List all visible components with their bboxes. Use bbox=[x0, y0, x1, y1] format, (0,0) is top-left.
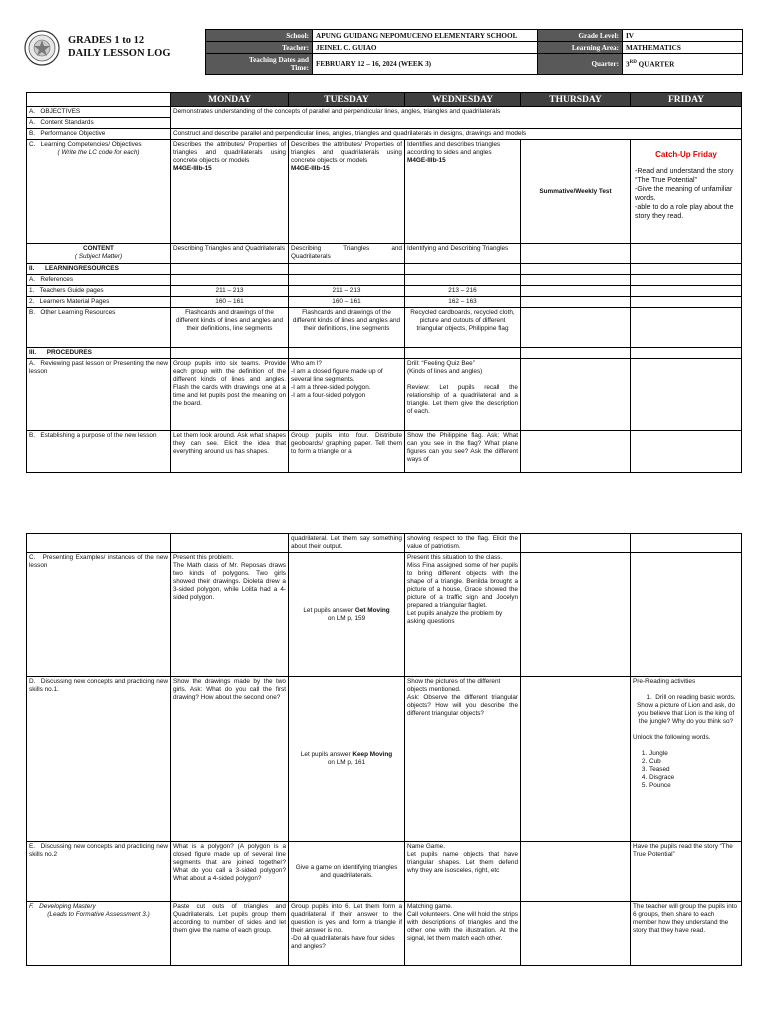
grade-level-value: IV bbox=[623, 30, 743, 42]
vocab-word: 5. Pounce bbox=[649, 782, 739, 790]
procedure-f-wednesday: Matching game. Call volunteers. One will hold the strips with descriptions of triangles and the other one with the illustration. At the signal, let them match each other. bbox=[405, 902, 521, 966]
content-wednesday: Identifying and Describing Triangles bbox=[405, 244, 521, 264]
procedure-c-wednesday: Present this situation to the class. Miss Fina assigned some of her pupils to bring different objects with the shape of a triangle. Benilda brought a picture of a house, Grace showed the picture of a traffic sign and Jocelyn prepared a triangular flaglet. Let pupils analyze the problem by asking questions bbox=[405, 553, 521, 677]
procedure-d-tuesday: Let pupils answer Keep Moving on LM p, 161 bbox=[289, 677, 405, 842]
content-standards-value: Demonstrates understanding of the concepts of parallel and perpendicular lines, angles, triangles and quadrilaterals bbox=[171, 107, 742, 129]
procedure-b-wednesday-continued: showing respect to the flag. Elicit the value of patriotism. bbox=[405, 534, 521, 553]
vocab-word: 1. Jungle bbox=[649, 750, 739, 758]
procedure-a-label: A. Reviewing past lesson or Presenting the new lesson bbox=[27, 359, 171, 431]
performance-objective-value: Construct and describe parallel and perpendicular lines, angles, triangles and quadrilaterals in designs, drawings and models bbox=[171, 129, 742, 140]
performance-objective-label: B. Performance Objective bbox=[27, 129, 171, 140]
procedure-e-friday: Have the pupils read the story “The True Potential” bbox=[631, 842, 742, 902]
lm-wednesday: 162 – 163 bbox=[405, 297, 521, 308]
content-monday: Describing Triangles and Quadrilaterals bbox=[171, 244, 289, 264]
procedure-b-wednesday: Show the Philippine flag. Ask: What can you see in the flag? What plane figures can you see? Ask the different ways of bbox=[405, 431, 521, 473]
day-header-wednesday: WEDNESDAY bbox=[405, 93, 521, 107]
content-standards-label: A. Content Standards bbox=[27, 118, 171, 129]
day-header-friday: FRIDAY bbox=[631, 93, 742, 107]
procedure-d-friday: Pre-Reading activities 1. Drill on reading basic words. Show a picture of Lion and ask, do you believe that Lion is the king of the jungle? Why do you think so? Unlock the following words. 1. Jungle 2. Cub 3. Teased 4. Disgrace 5. Pounce bbox=[631, 677, 742, 842]
procedure-f-monday: Paste cut outs of triangles and Quadrilaterals. Let pupils group them according to number of sides and let them give the name of each group. bbox=[171, 902, 289, 966]
vocabulary-list bbox=[649, 750, 739, 790]
quarter-label: Quarter: bbox=[538, 54, 623, 75]
lesson-log-table-page-2 bbox=[26, 533, 742, 966]
grade-level-label: Grade Level: bbox=[538, 30, 623, 42]
procedure-f-tuesday: Group pupils into 6. Let them form a quadrilateral if their answer to the question is yes and form a triangle if their answer is no. -Do all quadrilaterals have four sides and angles? bbox=[289, 902, 405, 966]
content-label: CONTENT ( Subject Matter) bbox=[27, 244, 171, 264]
olr-tuesday: Flashcards and drawings of the different kinds of lines and angles and their definitions, line segments bbox=[289, 308, 405, 348]
deped-seal-icon bbox=[24, 30, 60, 66]
procedure-b-tuesday-continued: quadrilateral. Let them say something about their output. bbox=[289, 534, 405, 553]
day-header-monday: MONDAY bbox=[171, 93, 289, 107]
lm-monday: 160 – 161 bbox=[171, 297, 289, 308]
procedure-f-friday: The teacher will group the pupils into 6 groups, then share to each member how they understand the story that they have read. bbox=[631, 902, 742, 966]
references-label: A. References bbox=[27, 275, 171, 286]
vocab-word: 3. Teased bbox=[649, 766, 739, 774]
procedure-e-wednesday: Name Game. Let pupils name objects that have triangular shapes. Let them defend why they are isosceles, right, etc bbox=[405, 842, 521, 902]
procedure-c-tuesday: Let pupils answer Get Moving on LM p, 159 bbox=[289, 553, 405, 677]
teacher-value: JEINEL C. GUIAO bbox=[313, 42, 538, 54]
olr-monday: Flashcards and drawings of the different kinds of lines and angles and their definitions, line segments bbox=[171, 308, 289, 348]
teacher-label: Teacher: bbox=[206, 42, 313, 54]
header-info-table bbox=[205, 29, 743, 75]
tg-monday: 211 – 213 bbox=[171, 286, 289, 297]
day-header-thursday: THURSDAY bbox=[521, 93, 631, 107]
vocab-word: 4. Disgrace bbox=[649, 774, 739, 782]
competency-friday: Catch-Up Friday -Read and understand the story “The True Potential” -Give the meaning of unfamiliar words. -able to do a role play about the story they read. bbox=[631, 140, 742, 244]
procedure-f-label: F. Developing Mastery (Leads to Formative Assessment 3.) bbox=[27, 902, 171, 966]
catch-up-friday-title: Catch-Up Friday bbox=[655, 150, 717, 159]
document-title bbox=[68, 34, 171, 60]
procedure-b-label: B. Establishing a purpose of the new lesson bbox=[27, 431, 171, 473]
olr-wednesday: Recycled cardboards, recycled cloth, picture and cutouts of different triangular objects, Philippine flag bbox=[405, 308, 521, 348]
lm-tuesday: 160 – 161 bbox=[289, 297, 405, 308]
teaching-dates-value: FEBRUARY 12 – 16, 2024 (WEEK 3) bbox=[313, 54, 538, 75]
procedure-a-wednesday: Drill: “Feeling Quiz Bee” (Kinds of lines and angles) Review: Let pupils recall the relationship of a quadrilateral and a triangle. Let them give the description of each. bbox=[405, 359, 521, 431]
tg-tuesday: 211 – 213 bbox=[289, 286, 405, 297]
lesson-log-table-page-1 bbox=[26, 92, 742, 473]
school-value: APUNG GUIDANG NEPOMUCENO ELEMENTARY SCHOOL bbox=[313, 30, 538, 42]
vocab-word: 2. Cub bbox=[649, 758, 739, 766]
content-tuesday: Describing Triangles and Quadrilaterals bbox=[289, 244, 405, 264]
procedure-a-monday: Group pupils into six teams. Provide each group with the definition of the different kinds of lines and angles. Flash the cards with drawings one at a time and let pupils post the meaning on the board. bbox=[171, 359, 289, 431]
objectives-label: A. OBJECTIVES bbox=[27, 107, 171, 118]
procedure-b-tuesday: Group pupils into four. Distribute geoboards/ graphing paper. Tell them to form a triangle or a bbox=[289, 431, 405, 473]
procedure-a-tuesday: Who am I? -I am a closed figure made up of several line segments. -I am a three-sided polygon. -I am a four-sided polygon bbox=[289, 359, 405, 431]
procedures-label: III. PROCEDURES bbox=[27, 348, 171, 359]
day-header-tuesday: TUESDAY bbox=[289, 93, 405, 107]
procedure-e-tuesday: Give a game on identifying triangles and quadrilaterals. bbox=[289, 842, 405, 902]
tg-wednesday: 213 – 216 bbox=[405, 286, 521, 297]
procedure-e-monday: What is a polygon? (A polygon is a closed figure made up of several line segments that are joined together? What do you call a 3-sided polygon? What about a 4-sided polygon? bbox=[171, 842, 289, 902]
corner-cell bbox=[27, 93, 171, 107]
procedure-e-label: E. Discussing new concepts and practicing new skills no.2 bbox=[27, 842, 171, 902]
other-resources-label: B. Other Learning Resources bbox=[27, 308, 171, 348]
procedure-d-wednesday: Show the pictures of the different objects mentioned. Ask: Observe the different triangular objects? How will you describe the different triangular objects? bbox=[405, 677, 521, 842]
procedure-d-label: D. Discussing new concepts and practicing new skills no.1. bbox=[27, 677, 171, 842]
school-label: School: bbox=[206, 30, 313, 42]
competencies-label: C. Learning Competencies/ Objectives ( Write the LC code for each) bbox=[27, 140, 171, 244]
title-line-2: DAILY LESSON LOG bbox=[68, 48, 171, 59]
learning-area-value: MATHEMATICS bbox=[623, 42, 743, 54]
learning-resources-label: II. LEARNINGRESOURCES bbox=[27, 264, 171, 275]
teaching-dates-label: Teaching Dates and Time: bbox=[206, 54, 313, 75]
learning-area-label: Learning Area: bbox=[538, 42, 623, 54]
procedure-d-monday: Show the drawings made by the two girls. Ask: What do you call the first drawing? How about the second one? bbox=[171, 677, 289, 842]
teachers-guide-label: 1. Teachers Guide pages bbox=[27, 286, 171, 297]
competency-thursday: Summative/Weekly Test bbox=[521, 140, 631, 244]
procedure-b-monday: Let them look around. Ask what shapes they can see. Elicit the idea that everything around us has shapes. bbox=[171, 431, 289, 473]
title-line-1: GRADES 1 to 12 bbox=[68, 35, 145, 46]
learners-material-label: 2. Learners Material Pages bbox=[27, 297, 171, 308]
quarter-value: 3RD QUARTER bbox=[623, 54, 743, 75]
procedure-c-monday: Present this problem. The Math class of Mr. Reposas draws two kinds of polygons. Two girls showed their drawings. Dioleta drew a 3-sided polygon, while Lolita had a 4-sided polygon. bbox=[171, 553, 289, 677]
competency-wednesday: Identifies and describes triangles according to sides and angles M4GE-IIIb-15 bbox=[405, 140, 521, 244]
competency-monday: Describes the attributes/ Properties of triangles and quadrilaterals using concrete objects or models M4GE-IIIb-15 bbox=[171, 140, 289, 244]
procedure-c-label: C. Presenting Examples/ instances of the new lesson bbox=[27, 553, 171, 677]
competency-tuesday: Describes the attributes/ Properties of triangles and quadrilaterals using concrete objects or models M4GE-IIIb-15 bbox=[289, 140, 405, 244]
